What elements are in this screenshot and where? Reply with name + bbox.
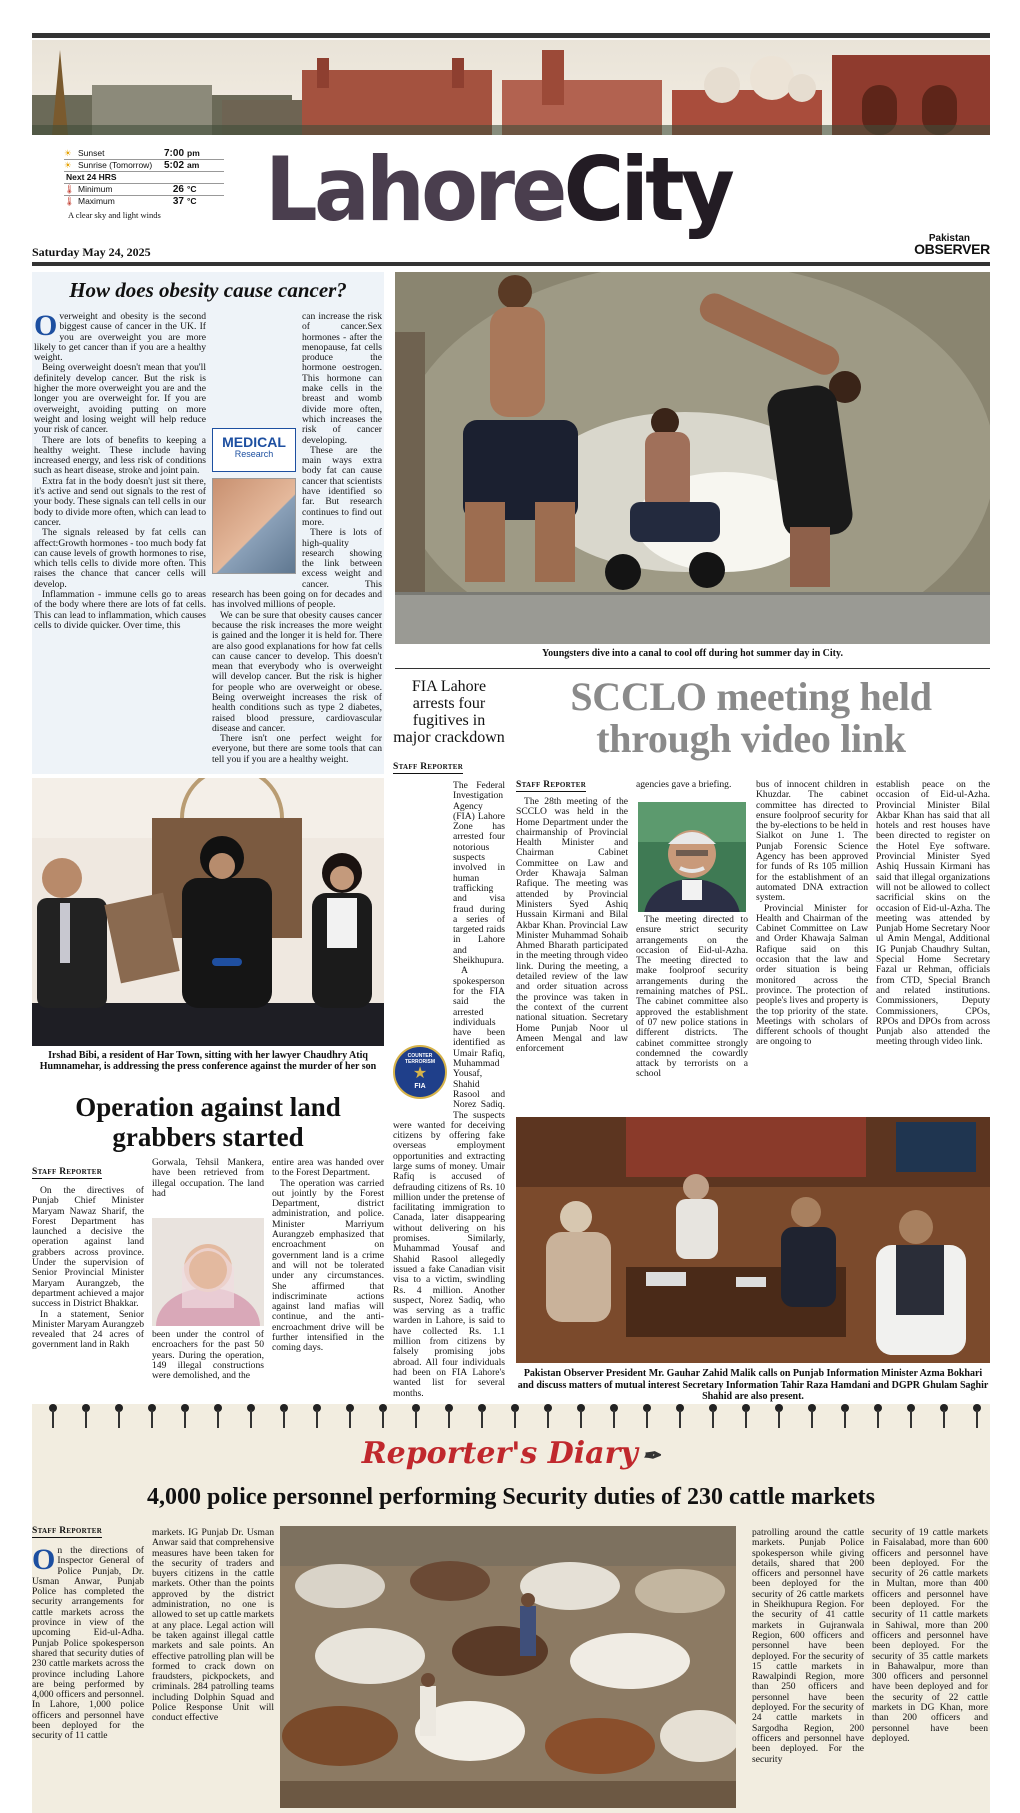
next-24-label: Next 24 HRS <box>64 171 224 183</box>
spiral-ring <box>543 1404 553 1430</box>
masthead-title <box>265 140 731 240</box>
land-byline: Staff Reporter <box>32 1167 103 1177</box>
spiral-ring <box>609 1404 619 1430</box>
spiral-ring <box>741 1404 751 1430</box>
canal-rule <box>395 668 990 669</box>
land-col-1 <box>32 1186 144 1402</box>
land-col-3 <box>272 1158 384 1402</box>
spiral-ring <box>147 1404 157 1430</box>
scclo-col-4 <box>876 780 990 1107</box>
diary-para: n the directions of Inspector General of Police Punjab, Dr. Usman Anwar, Punjab Police has completed the security arrangements for cattle markets across the province in view of the upcoming Eid-ul-Adha. Punjab Police spokesperson shared that security duties of 230 cattle markets across the province including Lahore are being performed by 4,000 officers and personnel. In Lahore, 1,000 police officers and personnel have been deployed for the security of 11 cattle <box>32 1546 144 1742</box>
min-label: Minimum <box>78 184 113 194</box>
spiral-ring <box>345 1404 355 1430</box>
land-para: The operation was carried out jointly by the Forest Department, district administration, and police. Minister Marriyum Aurangzeb emphasized that encroachment on government land is a crime and will not be tolerated under any circumstances. She affirmed that indiscriminate actions against land mafias will continue, and the anti-encroachment drive will be further intensified in the coming days. <box>272 1177 384 1354</box>
spiral-ring <box>807 1404 817 1430</box>
spiral-ring <box>675 1404 685 1430</box>
diary-para: security of 19 cattle markets in Faisalabad, more than 600 officers and personnel have been deployed. For the security of 26 cattle markets in Multan, more than 400 officers and personnel have been deployed. For the security of 11 cattle markets in Sahiwal, more than 200 officers and personnel have been deployed. For the security of 35 cattle markets in Bahawalpur, more than 300 officers and personnel have been deployed and for the security of 22 cattle markets in DG Khan, more than 200 officers and personnel have been deployed. <box>872 1528 988 1744</box>
brand-top: Pakistan <box>928 233 970 244</box>
spiral-ring <box>246 1404 256 1430</box>
fia-logo-wrap <box>393 1045 449 1117</box>
diary-headline: 4,000 police personnel performing Security duties of 230 cattle markets <box>147 1484 875 1510</box>
issue-date: Saturday May 24, 2025 <box>32 245 151 259</box>
spiral-ring <box>510 1404 520 1430</box>
press-conference-photo <box>32 778 384 1046</box>
sunrise-label: Sunrise (Tomorrow) <box>78 160 153 170</box>
spiral-ring <box>477 1404 487 1430</box>
spiral-ring <box>906 1404 916 1430</box>
spiral-ring <box>708 1404 718 1430</box>
press-conference-caption: Irshad Bibi, a resident of Har Town, sitting with her lawyer Chaudhry Atiq Humnamehar, is addressing the press conference against the murder of her son <box>39 1050 377 1072</box>
pen-icon: ✒ <box>641 1443 661 1469</box>
diary-para: markets. IG Punjab Dr. Usman Anwar said that comprehensive measures have been taken for the security of traders and buyers citizens in the cattle markets. Other than the points approved by the district administration, no one is allowed to set up cattle markets at any place. Legal action will be taken against illegal cattle markets and sale points. An effective patrolling plan will be formed to crack down on fraudsters, pickpockets, and criminals. 284 patrolling teams including Dolphin Squad and Police Response Unit will conduct effective <box>152 1528 274 1724</box>
max-unit: °C <box>187 196 197 206</box>
obesity-para: can increase the risk of cancer.Sex hormones - after the menopause, fat cells produce the hormone oestrogen. This hormone can make cells in the breast and womb divide more often, which increases the risk of cancer developing. <box>302 312 382 446</box>
scclo-headline-line-1: SCCLO meeting held <box>570 674 932 719</box>
spiral-ring <box>444 1404 454 1430</box>
weather-panel <box>64 148 224 238</box>
obesity-para: These are the main ways extra body fat can cause cancer that scientists have identified so far. But research continues to find out more. <box>302 444 382 528</box>
scclo-para: agencies gave a briefing. <box>636 780 732 790</box>
brand-logo <box>878 233 990 255</box>
obesity-para: We can be sure that obesity causes cancer because the risk increases the more weight is gained and the longer it is held for. There are also good explanations for how fat cells can cause cancer to develop. This doesn't mean that everybody who is overweight will develop cancer. But the risk is higher for people who are overweight or obese. Being overweight increases the risk of health conditions such as type 2 diabetes, raised blood pressure, cardiovascular disease and cancer. <box>212 609 382 734</box>
spiral-ring <box>939 1404 949 1430</box>
land-para: been under the control of encroachers for the past 50 years. During the operation, 149 illegal constructions were demolished, and the <box>152 1330 264 1382</box>
spiral-ring <box>180 1404 190 1430</box>
obesity-para: verweight and obesity is the second biggest cause of cancer in the UK. If you are overweight you are more likely to get cancer than if you are a healthy weight. <box>34 312 206 364</box>
logo-main: MEDICAL <box>222 434 286 450</box>
dropcap-o: O <box>32 1546 56 1576</box>
spiral-ring <box>972 1404 982 1430</box>
scclo-headline-line-2: through video link <box>596 716 906 761</box>
spiral-ring <box>279 1404 289 1430</box>
fia-para: The Federal Investigation Agency (FIA) Lahore Zone has arrested four notorious suspects involved in human trafficking and visa fraud during a series of targeted raids in Lahore and Sheikhupura. <box>453 781 505 967</box>
land-col-2-bottom <box>152 1330 264 1402</box>
scclo-col-1 <box>516 797 628 1107</box>
obesity-para: There are lots of benefits to keeping a healthy weight. These include having increased energy, and less risk of conditions such as heart disease, stroke and joint pain. <box>34 434 206 477</box>
scclo-headline <box>512 676 990 760</box>
obesity-para: Extra fat in the body doesn't just sit there, it's active and send out signals to the rest of your body. These signals can tell cells in our body to divide more often, which can lead to cancer. <box>34 475 206 528</box>
spiral-ring <box>576 1404 586 1430</box>
canal-caption: Youngsters dive into a canal to cool off during hot summer day in City. <box>542 648 843 659</box>
scclo-col-3 <box>756 780 868 1107</box>
spiral-ring <box>774 1404 784 1430</box>
scclo-para: establish peace on the occasion of Eid-ul-Azha. Provincial Minister Bilal Akbar Khan has said that all hotels and rest houses have been directed to register on the Hotel Eye software. Provincial Minister Syed Ashiq Hussain Kirmani has said that illegal organizations will not be allowed to collect sacrificial skins on the occasion of Eid-ul-Azha. The meeting was attended by Punjab Home Secretary Noor ul Amin Mengal, Additional IG Punjab Chaudhry Sultan, Special Home Secretary Fazal ur Rehman, officials from CTD, Special Branch and related institutions. Commissioners, Deputy Commissioners, CPOs, RPOs and DPOs from across Punjab also attended the meeting through video link. <box>876 780 990 1048</box>
scclo-col-2-top <box>636 780 748 794</box>
scclo-minister-photo <box>638 802 746 912</box>
scclo-para: Provincial Minister for Health and Chairman of the Cabinet Committee on Law and Order Khawaja Salman Rafique said on this occasion that the law and order situation is being monitored across the province. The protection of people's lives and property is the top priority of the state. Meetings with scholars of different schools of thought are ongoing to <box>756 902 868 1048</box>
diary-label <box>32 1436 990 1471</box>
diary-para: patrolling around the cattle markets. Punjab Police spokesperson while giving details, shared that 200 officers and personnel have been deployed for the security of 26 cattle markets in Sheikhupura Region. For the security of 41 cattle markets in Gujranwala Region, 600 officers and personnel have been deployed. For the security of 15 cattle markets in Rawalpindi Region, more than 250 officers and personnel have been deployed. For the security of 24 cattle markets in Sargodha Region, 200 officers and personnel have been deployed. For the security <box>752 1528 864 1765</box>
obesity-para: The signals released by fat cells can affect:Growth hormones - too much body fat can cause levels of growth hormones to rise, which tells cells to divide more often. This raises the chance that cancer cells will develop. <box>34 527 206 590</box>
land-para: In a statement, Senior Minister Maryam Aurangzeb revealed that 24 acres of government land in Rakh <box>32 1308 144 1351</box>
land-headline-line-2: grabbers started <box>112 1122 304 1152</box>
spiral-ring <box>114 1404 124 1430</box>
land-headline-line-1: Operation against land <box>75 1092 341 1122</box>
masthead-rule <box>32 262 990 266</box>
scclo-para: The 28th meeting of the SCCLO was held in the Home Department under the chairmanship of Provincial Health Minister and Chairman Cabinet Committee on Law and Order Khawaja Salman Rafique. The meeting was attended by Provincial Ministers Syed Ashiq Hussain Kirmani and Bilal Akbar Khan. Provincial Law Minister Muhammad Sohaib Ahmed Bharath participated in the meeting through video link. During the meeting, a detailed review of the law and order situation across the province was taken in the context of the current national situation. Secretary Home Punjab Noor ul Ameen Mengal and law enforcement <box>516 797 628 1055</box>
diary-col-2 <box>152 1528 274 1808</box>
obesity-headline: How does obesity cause cancer? <box>69 278 347 302</box>
max-value: 37 <box>172 196 184 207</box>
forecast-text: A clear sky and light winds <box>68 210 161 220</box>
diary-byline: Staff Reporter <box>32 1526 103 1536</box>
minister-meeting-photo <box>516 1117 990 1363</box>
obesity-col-1 <box>34 312 206 772</box>
spiral-ring <box>48 1404 58 1430</box>
spiral-ring <box>378 1404 388 1430</box>
logo-sub: Research <box>234 449 274 459</box>
land-col-2-top <box>152 1158 264 1214</box>
obesity-para: There isn't one perfect weight for everyone, but there are some tools that can tell you if you are a healthy weight. <box>212 733 382 765</box>
brand-bottom: OBSERVER <box>914 241 990 257</box>
fia-para: A spokesperson for the FIA said the arrested individuals have been identified as Umair Rafiq, Muhammad Yousaf, Shahid Rasool and Norez Sadiq. The suspects were wanted for deceiving citizens by offering fake overseas employment opportunities and extracting large sums of money. Umair Rafiq is accused of defrauding citizens of Rs. 10 million under the pretense of facilitating immigration to Canada, later disappearing without delivering on his promises. Similarly, Muhammad Yousaf and Shahid Rasool allegedly issued a fake Canadian visit visa to a victim, swindling Rs. 4 million. Another suspect, Norez Sadiq, who was serving as a traffic warden in Lahore, is said to have collected Rs. 1.1 million from citizens by falsely promising jobs abroad. All four individuals had been on FIA Lahore's wanted list for several months. <box>393 965 505 1399</box>
scclo-para: The meeting directed to ensure strict security arrangements on the occasion of Eid-ul-Azha. The meeting directed to make foolproof security arrangements during the remaining matches of PSL. The cabinet committee also approved the establishment of 07 new police stations in different districts. The cabinet committee strongly condemned the cowardly attack by terrorists on a school <box>636 915 748 1080</box>
min-unit: °C <box>187 184 197 194</box>
diary-col-3 <box>752 1528 864 1808</box>
masthead-title-lahore: Lahore <box>265 138 564 241</box>
fia-logo-text: COUNTER TERRORISM <box>405 1053 435 1065</box>
obesity-col-2 <box>212 312 382 772</box>
fia-headline: FIA Lahore arrests four fugitives in major crackdown <box>393 678 505 746</box>
spiral-ring <box>873 1404 883 1430</box>
scclo-byline: Staff Reporter <box>516 780 587 790</box>
spiral-ring <box>312 1404 322 1430</box>
aurangzeb-photo <box>152 1218 264 1326</box>
scclo-col-2 <box>636 915 748 1107</box>
fia-logo-abbr: FIA <box>414 1083 426 1090</box>
fia-headline-box <box>393 678 505 746</box>
sunrise-time: 5:02 <box>163 160 184 171</box>
obesity-para: Being overweight doesn't mean that you'll definitely develop cancer. But the risk is higher the more overweight you are and the longer you are overweight for. If you are overweight, avoiding putting on more weight and losing weight will help reduce your risk of cancer. <box>34 362 206 436</box>
land-para: On the directives of Punjab Chief Minister Maryam Nawaz Sharif, the Forest Department has launched a decisive the operation against land grabbers across province. Under the supervision of Senior Provincial Minister Maryam Aurangzeb, the department achieved a major success in District Bhakkar. <box>32 1186 144 1310</box>
sunset-label: Sunset <box>78 148 105 158</box>
spiral-ring <box>642 1404 652 1430</box>
spiral-ring <box>81 1404 91 1430</box>
meeting-caption: Pakistan Observer President Mr. Gauhar Zahid Malik calls on Punjab Information Minister Azma Bokhari and discuss matters of mutual interest Secretary Information Tahir Raza Hamdani and DGPR Ghulam Saghir Shahid are also present. <box>517 1368 989 1402</box>
sunrise-icon: ☀ <box>64 160 72 170</box>
dropcap-o: O <box>34 312 58 342</box>
thermometer-icon: 🌡 <box>64 184 75 194</box>
medical-research-figure <box>212 428 298 578</box>
fia-logo <box>393 1045 447 1099</box>
top-rule <box>32 33 990 38</box>
canal-photo <box>395 272 990 644</box>
min-value: 26 <box>172 184 184 195</box>
spiral-binding <box>32 1404 990 1434</box>
obesity-para: There is lots of high-quality research showing the link between excess weight and cancer. This research has been going on for decades and has involved millions of people. <box>212 527 382 611</box>
masthead-title-city: City <box>563 138 732 241</box>
fia-byline: Staff Reporter <box>393 762 464 772</box>
diary-label-text: Reporter's Diary <box>361 1436 638 1471</box>
belly-image <box>212 478 296 574</box>
obesity-para: Inflammation - immune cells go to areas of the body where there are lots of fat cells. This can lead to inflammation, which causes cells to divide quicker. Over time, this <box>34 589 206 631</box>
star-icon: ★ <box>412 1065 428 1082</box>
diary-col-4 <box>872 1528 988 1808</box>
sunset-ampm: pm <box>187 148 200 158</box>
sun-icon: ☀ <box>64 148 72 158</box>
land-para: Gorwala, Tehsil Mankera, have been retrieved from illegal occupation. The land had <box>152 1158 264 1199</box>
sunrise-ampm: am <box>187 160 200 170</box>
land-para: entire area was handed over to the Forest Department. <box>272 1158 384 1179</box>
fia-col <box>393 781 505 1403</box>
sunset-time: 7:00 <box>163 148 184 159</box>
scclo-para: bus of innocent children in Khuzdar. The cabinet committee has directed to ensure foolproof security for the by-elections to be held in Sialkot on June 1. The Punjab Forensic Science Agency has been approved for funds of Rs 105 million for the establishment of an automated DNA extraction system. <box>756 780 868 904</box>
spiral-ring <box>411 1404 421 1430</box>
medical-research-logo <box>212 428 296 472</box>
max-label: Maximum <box>78 196 115 206</box>
land-headline <box>32 1092 384 1152</box>
city-banner-image <box>32 40 990 135</box>
diary-col-1 <box>32 1546 144 1808</box>
spiral-ring <box>840 1404 850 1430</box>
thermometer-icon: 🌡 <box>64 196 75 206</box>
cattle-market-photo <box>280 1526 736 1808</box>
spiral-ring <box>213 1404 223 1430</box>
